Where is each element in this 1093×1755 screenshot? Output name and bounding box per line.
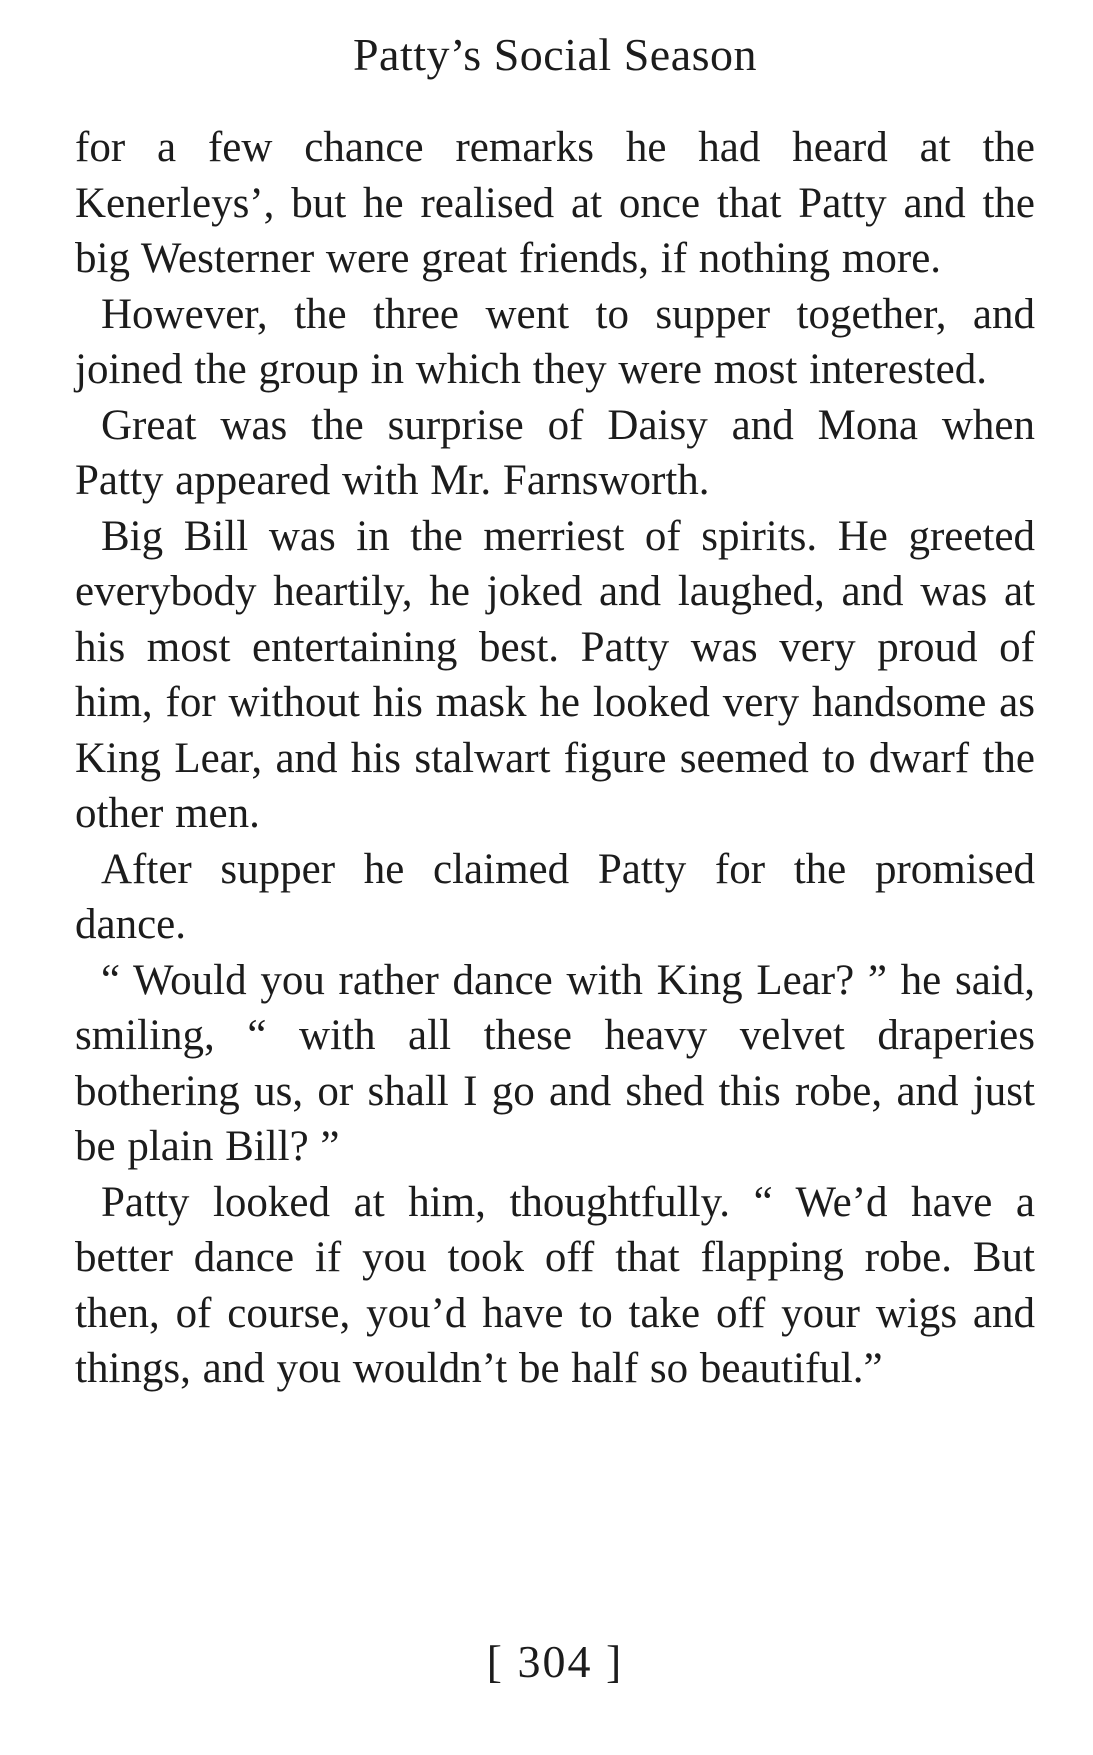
paragraph: Great was the surprise of Daisy and Mona when Patty appeared with Mr. Farnsworth. [75, 401, 1035, 504]
body-text [75, 120, 1035, 1397]
running-title: Patty’s Social Season [352, 29, 758, 80]
paragraph: Patty looked at him, thoughtfully. “ We’d have a better dance if you took off that flapping robe. But then, of course, you’d have to take off your wigs and things, and you wouldn’t be half so beautiful.” [75, 1178, 1035, 1392]
page-number: [ 304 ] [486, 1636, 624, 1687]
paragraph: Big Bill was in the merriest of spirits. He greeted everybody heartily, he joked and laughed, and was at his most entertaining best. Patty was very proud of him, for without his mask he looked very handsome as King Lear, and his stalwart figure seemed to dwarf the other men. [75, 512, 1035, 837]
paragraph: “ Would you rather dance with King Lear? ” he said, smiling, “ with all these heavy velvet draperies bothering us, or shall I go and shed this robe, and just be plain Bill? ” [75, 956, 1035, 1170]
paragraph: However, the three went to supper together, and joined the group in which they were most interested. [75, 290, 1035, 393]
book-page [75, 0, 1035, 1755]
paragraph-continuation: for a few chance remarks he had heard at the Kenerleys’, but he realised at once that Patty and the big Westerner were great friends, if nothing more. [75, 124, 1035, 282]
paragraph: After supper he claimed Patty for the promised dance. [75, 845, 1035, 948]
